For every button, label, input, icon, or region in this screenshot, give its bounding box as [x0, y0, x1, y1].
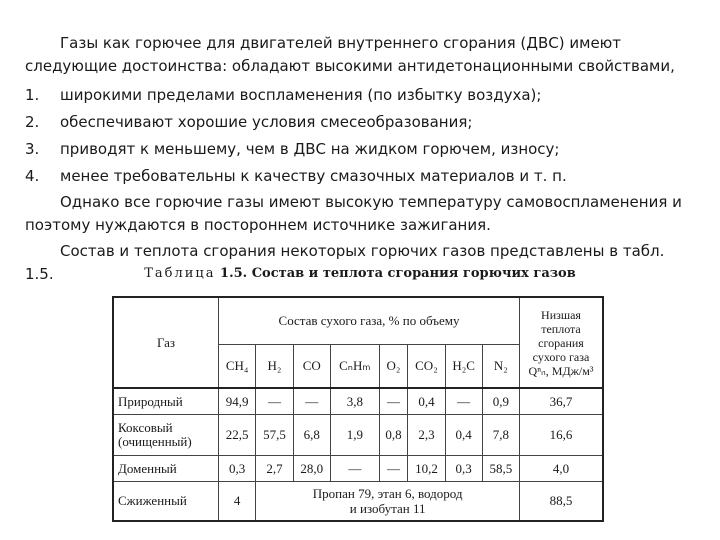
table-cell: —: [379, 388, 408, 415]
third-paragraph: Состав и теплота сгорания некоторых горючих газов представлены в табл. 1.5.: [25, 242, 665, 283]
table-cell: 0,3: [219, 456, 256, 482]
gas-name-line: Коксовый: [118, 420, 173, 435]
table-cell: 6,8: [293, 415, 330, 456]
table-cell: 10,2: [408, 456, 445, 482]
table-cell: 0,4: [445, 415, 482, 456]
table-cell: —: [293, 388, 330, 415]
table-cell: —: [445, 388, 482, 415]
gas-header: Газ: [113, 297, 219, 388]
list-text: приводят к меньшему, чем в ДВС на жидком горючем, износу;: [60, 140, 560, 158]
table-cell: 0,8: [379, 415, 408, 456]
heat-header: [520, 297, 604, 388]
list-text: менее требовательны к качеству смазочных материалов и т. п.: [60, 167, 567, 185]
table-cell: 0,3: [445, 456, 482, 482]
table-cell: —: [330, 456, 379, 482]
composition-header: Состав сухого газа, % по объему: [219, 297, 520, 345]
table-cell: 2,7: [256, 456, 293, 482]
column-header-cnhm: CₙHₘ: [330, 345, 379, 389]
table-cell: —: [256, 388, 293, 415]
table-cell: 28,0: [293, 456, 330, 482]
heat-header-line: Qⁿₙ, МДж/м³: [528, 363, 594, 378]
column-header-n2: N₂: [482, 345, 519, 389]
table-cell: 94,9: [219, 388, 256, 415]
table-cell: 0,4: [408, 388, 445, 415]
table-row: [113, 456, 603, 482]
intro-paragraph: Газы как горючее для двигателей внутреннего сгорания (ДВС) имеют следующие достоинства: обладают высокими антидетонационными свойствами,: [25, 34, 675, 75]
list-text: обеспечивают хорошие условия смесеобразования;: [60, 113, 473, 131]
heat-header-line: сгорания: [538, 335, 584, 350]
gas-composition-table: [112, 296, 604, 522]
table-cell: 3,8: [330, 388, 379, 415]
list-text: широкими пределами воспламенения (по избытку воздуха);: [60, 86, 542, 104]
column-header-co: CO: [293, 345, 330, 389]
table-cell: 7,8: [482, 415, 519, 456]
heat-value: 36,7: [520, 388, 604, 415]
column-header-ch4: CH₄: [219, 345, 256, 389]
gas-name: Сжиженный: [113, 482, 219, 522]
heat-value: 88,5: [520, 482, 604, 522]
list-number: 4.: [25, 167, 40, 185]
gas-name-line: (очищенный): [118, 434, 192, 449]
table-cell: —: [379, 456, 408, 482]
column-header-h2: H₂: [256, 345, 293, 389]
heat-value: 4,0: [520, 456, 604, 482]
table-caption-label: Таблица: [144, 266, 216, 281]
table-caption: [0, 266, 720, 281]
table-cell: 0,9: [482, 388, 519, 415]
heat-header-line: сухого газа: [532, 349, 590, 364]
heat-header-line: Низшая: [541, 307, 581, 322]
heat-header-line: теплота: [541, 321, 581, 336]
table-cell: 1,9: [330, 415, 379, 456]
table-cell: 57,5: [256, 415, 293, 456]
table-row: [113, 415, 603, 456]
list-number: 1.: [25, 86, 40, 104]
column-header-o2: O₂: [379, 345, 408, 389]
table-cell: 2,3: [408, 415, 445, 456]
table-caption-title: 1.5. Состав и теплота сгорания горючих газов: [215, 266, 576, 281]
list-number: 2.: [25, 113, 40, 131]
table-row: [113, 482, 603, 522]
composition-note-line: Пропан 79, этан 6, водород: [312, 486, 463, 501]
table-cell: 4: [219, 482, 256, 522]
heat-value: 16,6: [520, 415, 604, 456]
composition-note-line: и изобутан 11: [349, 501, 426, 516]
column-header-h2c: H₂C: [445, 345, 482, 389]
second-paragraph: Однако все горючие газы имеют высокую температуру самовоспламенения и поэтому нуждаются в постороннем источнике зажигания.: [25, 193, 682, 234]
composition-note: [256, 482, 520, 522]
gas-name: Природный: [113, 388, 219, 415]
gas-name: Доменный: [113, 456, 219, 482]
table-row: [113, 388, 603, 415]
column-header-co2: CO₂: [408, 345, 445, 389]
table-cell: 58,5: [482, 456, 519, 482]
table-cell: 22,5: [219, 415, 256, 456]
list-number: 3.: [25, 140, 40, 158]
gas-name: [113, 415, 219, 456]
